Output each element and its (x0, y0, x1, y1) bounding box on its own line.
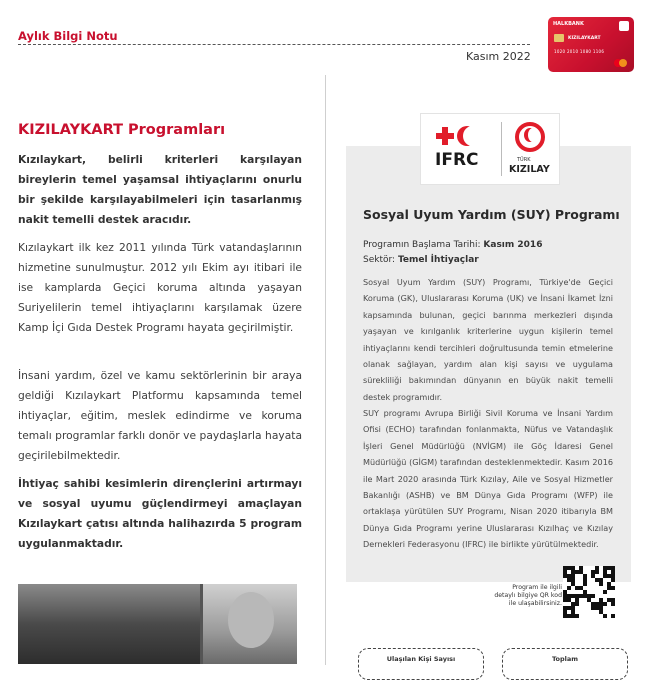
ifrc-kizilay-logo (420, 113, 560, 185)
qr-module (575, 602, 579, 606)
card-chip-icon (554, 34, 564, 42)
stat-label: Ulaşılan Kişi Sayısı (386, 655, 456, 663)
card-number: 1020 2010 1080 1106 (554, 49, 605, 54)
kizilaykart-card-image (548, 17, 634, 72)
card-product-name: KIZILAYKART (568, 36, 601, 41)
qr-caption: Program ile ilgili detaylı bilgiye QR kod ile ulaşabilirsiniz. (494, 584, 562, 607)
header-divider (18, 44, 530, 45)
paragraph-programs: İhtiyaç sahibi kesimlerin dirençlerini artırmayı ve sosyal uyumu güçlendirmeyi amaçlayan Kızılaykart çatısı altında halihazırda 5 program uygulanmaktadır. (18, 477, 302, 550)
beneficiary-photos (18, 584, 297, 664)
qr-module (611, 614, 615, 618)
qr-module (583, 582, 587, 586)
red-cross-icon (436, 127, 454, 145)
program-start-date: Programın Başlama Tarihi: Kasım 2016 (363, 240, 543, 250)
mastercard-orange-icon (619, 59, 627, 67)
qr-module (567, 586, 571, 590)
qr-module (611, 602, 615, 606)
qr-module (591, 594, 595, 598)
qr-module (603, 602, 607, 606)
qr-module (603, 614, 607, 618)
program-description: Sosyal Uyum Yardım (SUY) Programı, Türkiye'de Geçici Koruma (GK), Uluslararası Koruma (UK) ve İnsani İkamet İzni kapsamında bulunan, geçici barınma merkezleri dışında yaşayan ve kırılganlık kriterlerine uygun kişilerin temel ihtiyaçlarını kendi tercihleri doğrultusunda temin etmelerine olanak sağlayan, yardım alan kişi sayısı ve uygulama sürekliliği bakımından dünyanın en büyük nakit temelli destek programıdır. (363, 277, 613, 402)
column-divider (325, 75, 326, 665)
qr-module (611, 578, 615, 582)
qr-module (603, 590, 607, 594)
qr-module (595, 570, 599, 574)
ifrc-wordmark: IFRC (435, 150, 479, 170)
program-title: Sosyal Uyum Yardım (SUY) Programı (363, 207, 620, 222)
stat-box-reached (358, 648, 484, 680)
qr-code-icon[interactable] (563, 566, 615, 618)
card-bank-name: HALKBANK (553, 21, 584, 27)
family-photo (18, 584, 200, 664)
stat-label: Toplam (551, 655, 579, 663)
stat-box-total (502, 648, 628, 680)
document-title: Aylık Bilgi Notu (18, 29, 118, 43)
paragraph-intro: Kızılaykart, belirli kriterleri karşılayan bireylerin temel yaşamsal ihtiyaçlarını onurlu bir şekilde karşılayabilmeleri için tasarlanmış nakit temelli destek aracıdır. (18, 153, 302, 226)
qr-module (611, 586, 615, 590)
child-face (228, 592, 274, 648)
qr-module (575, 614, 579, 618)
program-funding: SUY programı Avrupa Birliği Sivil Koruma ve İnsani Yardım Ofisi (ECHO) tarafından fonlanmakta, Nüfus ve Vatandaşlık İşleri Genel Müdürlüğü (NVİGM) ile Göç İdaresi Genel Müdürlüğü (GİGM) tarafından desteklenmektedir. Kasım 2016 ile Mart 2020 arasında Türk Kızılay, Aile ve Sosyal Hizmetler Bakanlığı (ASHB) ve BM Dünya Gıda Programı (WFP) ile ortaklaşa yürütülen SUY Programı, Nisan 2020 itibarıyla BM Dünya Gıda Programı yerine Uluslararası Kızılhaç ve Kızılay Dernekleri Federasyonu (IFRC) ile birlikte yürütülmektedir. (363, 408, 613, 550)
section-heading: KIZILAYKART Programları (18, 122, 226, 138)
kizilay-wordmark: KIZILAY (509, 164, 550, 175)
turk-wordmark: TÜRK (517, 157, 531, 163)
program-sector: Sektör: Temel İhtiyaçlar (363, 255, 479, 265)
qr-module (599, 582, 603, 586)
document-date: Kasım 2022 (466, 50, 531, 63)
paragraph-history: Kızılaykart ilk kez 2011 yılında Türk vatandaşlarının hizmetine sunulmuştur. 2012 yılı Ekim ayı itibari ile ise kamplarda Geçici koruma altında yaşayan Suriyelilerin temel ihtiyaçlarını karşılamak üzere Kamp İçi Gıda Destek Programı hayata geçirilmiştir. (18, 241, 302, 334)
paragraph-platform: İnsani yardım, özel ve kamu sektörlerinin bir araya geldiği Kızılaykart Platformu kapsamında temel ihtiyaçlar, eğitim, meslek edindirme ve koruma temalı programlar farklı donör ve paydaşlarla hayata geçirilebilmektedir. (18, 369, 302, 462)
card-logo-icon (619, 21, 629, 31)
